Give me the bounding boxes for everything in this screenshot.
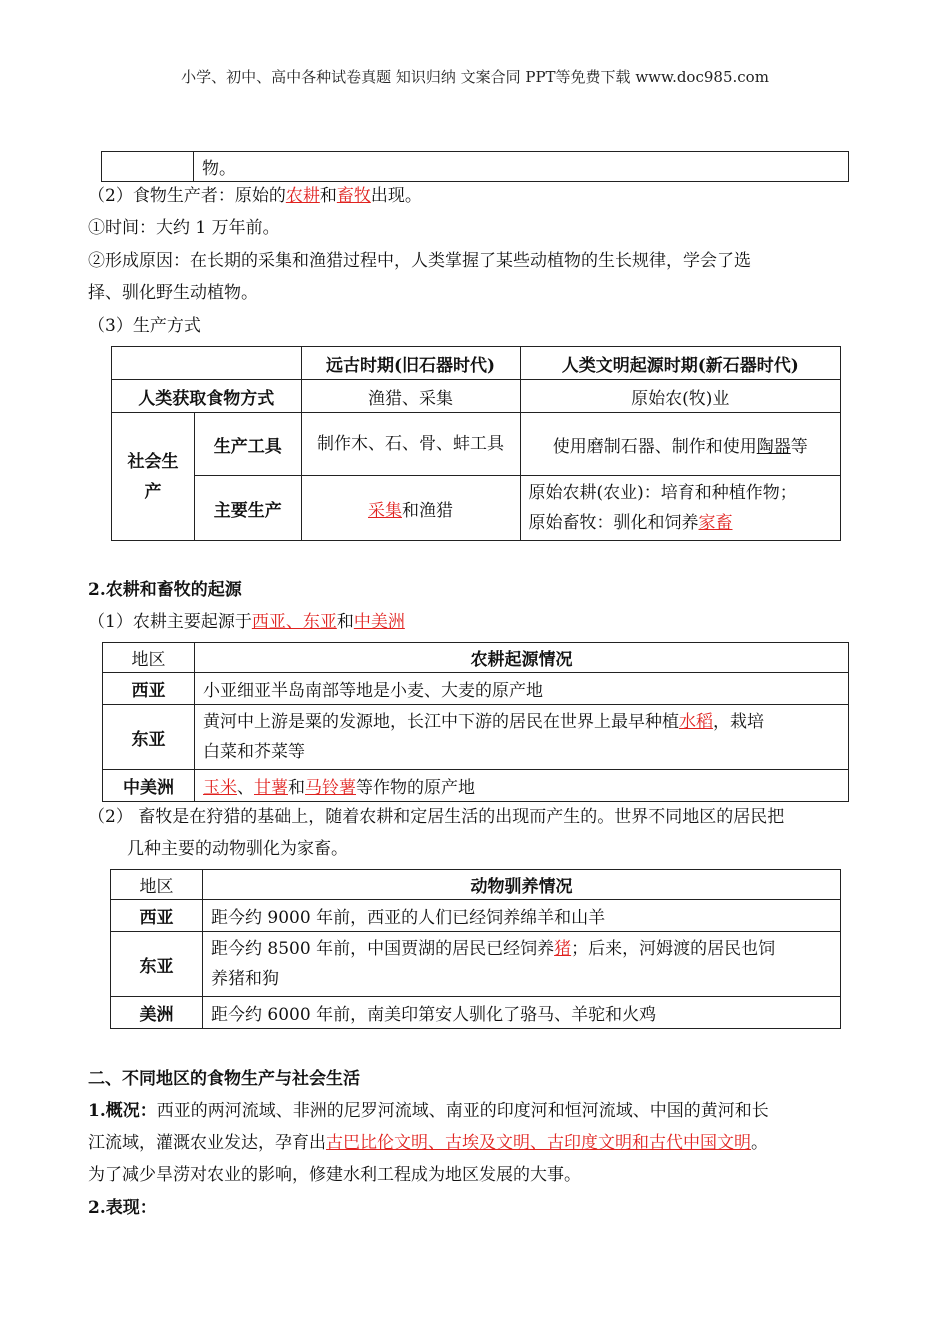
cell-east-asia-animals: 距今约 8500 年前，中国贾湖的居民已经饲养猪；后来，河姆渡的居民也饲 养猪和狗 bbox=[203, 932, 841, 997]
header-paleolithic: 远古时期(旧石器时代) bbox=[301, 347, 520, 380]
section-title-origin: 2.农耕和畜牧的起源 bbox=[88, 580, 242, 600]
header-farming-origin: 农耕起源情况 bbox=[195, 643, 849, 673]
header-region: 地区 bbox=[103, 643, 195, 673]
para-pastoral-2: 几种主要的动物驯化为家畜。 bbox=[127, 839, 348, 859]
cell-neolithic-production: 原始农耕(农业)：培育和种植作物； 原始畜牧：驯化和饲养家畜 bbox=[520, 476, 841, 541]
corner-cell bbox=[112, 347, 195, 380]
continued-text: 物。 bbox=[194, 152, 849, 182]
row-label-main-production: 主要生产 bbox=[195, 476, 302, 541]
corner-cell-2 bbox=[195, 347, 302, 380]
region-central-america: 中美洲 bbox=[103, 770, 195, 802]
header-region-2: 地区 bbox=[111, 870, 203, 900]
region-america: 美洲 bbox=[111, 997, 203, 1029]
section-title-regions: 二、不同地区的食物生产与社会生活 bbox=[88, 1069, 360, 1089]
header-domestication: 动物驯养情况 bbox=[203, 870, 841, 900]
group-label-social-production: 社会生产 bbox=[112, 413, 195, 541]
para-reason-2: 择、驯化野生动植物。 bbox=[88, 283, 258, 303]
page-header: 小学、初中、高中各种试卷真题 知识归纳 文案合同 PPT等免费下载 www.doc985.com bbox=[181, 68, 769, 86]
region-east-asia-2: 东亚 bbox=[111, 932, 203, 997]
cell-west-asia-animals: 距今约 9000 年前，西亚的人们已经饲养绵羊和山羊 bbox=[203, 900, 841, 932]
region-east-asia: 东亚 bbox=[103, 705, 195, 770]
row-label-food-method: 人类获取食物方式 bbox=[112, 380, 302, 413]
cell-paleolithic-production: 采集和渔猎 bbox=[301, 476, 520, 541]
animal-domestication-table bbox=[110, 869, 841, 1029]
empty-cell bbox=[102, 152, 194, 182]
para-production-mode: （3）生产方式 bbox=[88, 316, 201, 336]
header-neolithic: 人类文明起源时期(新石器时代) bbox=[520, 347, 841, 380]
production-mode-table bbox=[111, 346, 841, 541]
region-west-asia-2: 西亚 bbox=[111, 900, 203, 932]
row-label-tools: 生产工具 bbox=[195, 413, 302, 476]
cell-west-asia-farming: 小亚细亚半岛南部等地是小麦、大麦的原产地 bbox=[195, 673, 849, 705]
region-west-asia: 西亚 bbox=[103, 673, 195, 705]
cell-neolithic-tools: 使用磨制石器、制作和使用陶器等 bbox=[520, 413, 841, 476]
cell-central-america-farming: 玉米、甘薯和马铃薯等作物的原产地 bbox=[195, 770, 849, 802]
para-farming-origin: （1）农耕主要起源于西亚、东亚和中美洲 bbox=[88, 612, 405, 632]
para-reason-1: ②形成原因：在长期的采集和渔猎过程中，人类掌握了某些动植物的生长规律，学会了选 bbox=[88, 251, 751, 271]
cell-neolithic-food: 原始农(牧)业 bbox=[520, 380, 841, 413]
para-overview-1: 1.概况：西亚的两河流域、非洲的尼罗河流域、南亚的印度河和恒河流域、中国的黄河和长 bbox=[88, 1101, 769, 1121]
para-overview-2: 江流域，灌溉农业发达，孕育出古巴比伦文明、古埃及文明、古印度文明和古代中国文明。 bbox=[88, 1133, 768, 1153]
para-performance: 2.表现： bbox=[88, 1198, 157, 1218]
para-time: ①时间：大约 1 万年前。 bbox=[88, 218, 280, 238]
cell-paleolithic-food: 渔猎、采集 bbox=[301, 380, 520, 413]
para-food-producer: （2）食物生产者：原始的农耕和畜牧出现。 bbox=[88, 186, 422, 206]
cell-east-asia-farming: 黄河中上游是粟的发源地，长江中下游的居民在世界上最早种植水稻，栽培 白菜和芥菜等 bbox=[195, 705, 849, 770]
cell-america-animals: 距今约 6000 年前，南美印第安人驯化了骆马、羊驼和火鸡 bbox=[203, 997, 841, 1029]
para-pastoral-1: （2） 畜牧是在狩猎的基础上，随着农耕和定居生活的出现而产生的。世界不同地区的居民把 bbox=[88, 807, 785, 827]
continued-table-row bbox=[101, 151, 849, 182]
para-overview-3: 为了减少旱涝对农业的影响，修建水利工程成为地区发展的大事。 bbox=[88, 1165, 581, 1185]
farming-origin-table bbox=[102, 642, 849, 802]
cell-paleolithic-tools: 制作木、石、骨、蚌工具 bbox=[301, 413, 520, 476]
